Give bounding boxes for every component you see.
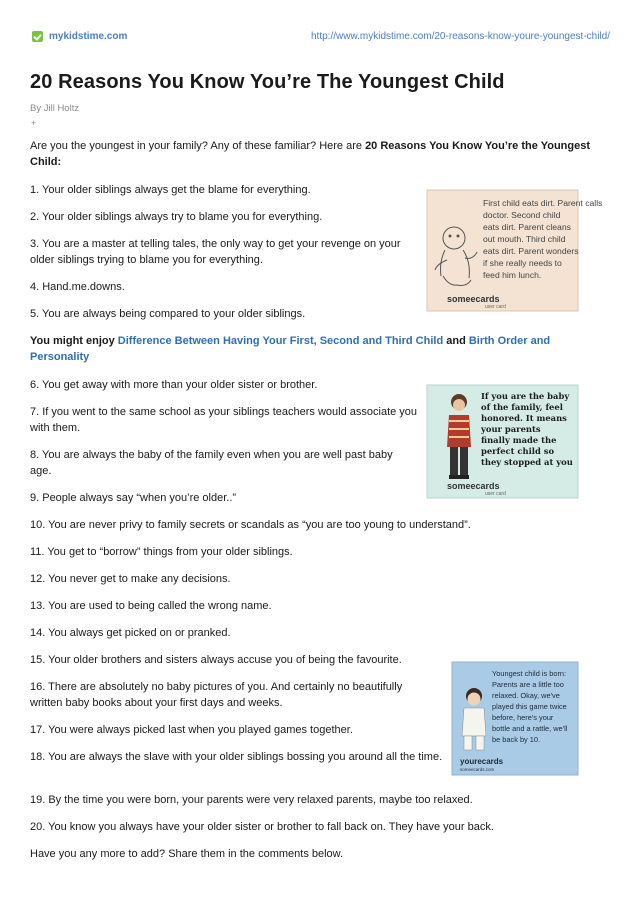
reason-item: 1. Your older siblings always get the blame for everything. — [30, 184, 311, 196]
plus-link[interactable]: + — [31, 118, 37, 128]
reason-item: 16. There are absolutely no baby pictures of you. And certainly no beautifully written baby books about your first days and weeks. — [30, 681, 403, 709]
reason-item: 12. You never get to make any decisions. — [30, 573, 231, 585]
reason-item: 3. You are a master at telling tales, the only way to get your revenge on your older siblings trying to blame you for everything. — [30, 238, 401, 266]
ecard-line: relaxed. Okay, we've — [492, 691, 560, 700]
ecard-youngest-born-image — [452, 662, 578, 775]
site-brand[interactable] — [32, 31, 127, 42]
ecard-line: First child eats dirt. Parent calls — [483, 198, 603, 208]
reason-item: 8. You are always the baby of the family even when you are well past baby age. — [30, 449, 393, 477]
ecard-line: bottle and a rattle, we'll — [492, 724, 568, 733]
closing-paragraph: Have you any more to add? Share them in the comments below. — [30, 848, 344, 860]
reason-item: 18. You are always the slave with your older siblings bossing you around all the time. — [30, 751, 443, 763]
related-mid: and — [443, 335, 469, 347]
reason-item: 14. You always get picked on or pranked. — [30, 627, 231, 639]
ecard-line: your parents — [481, 424, 541, 434]
page-url-link[interactable]: http://www.mykidstime.com/20-reasons-know-youre-youngest-child/ — [311, 31, 610, 42]
ecard-line: Youngest child is born: — [492, 669, 567, 678]
ecard-line: be back by 10. — [492, 735, 541, 744]
reason-item: 6. You get away with more than your older sister or brother. — [30, 379, 318, 391]
ecard-brand-sub: user card — [485, 304, 506, 310]
related-lead: You might enjoy — [30, 335, 118, 347]
ecard-line: finally made the — [481, 435, 557, 445]
intro-text: Are you the youngest in your family? Any of these familiar? Here are — [30, 140, 366, 152]
reason-item: 19. By the time you were born, your parents were very relaxed parents, maybe too relaxed. — [30, 794, 473, 806]
reason-item: 9. People always say “when you’re older..” — [30, 492, 237, 504]
reason-item: 10. You are never privy to family secrets or scandals as “you are too young to understand”. — [30, 519, 471, 531]
reason-item: 11. You get to “borrow” things from your older siblings. — [30, 546, 293, 558]
ecard-line: if she really needs to — [483, 258, 562, 268]
ecard-line: Parents are a little too — [492, 680, 564, 689]
ecard-line: out mouth. Third child — [483, 234, 566, 244]
reason-item: 2. Your older siblings always try to blame you for everything. — [30, 211, 323, 223]
reason-item: 15. Your older brothers and sisters always accuse you of being the favourite. — [30, 654, 402, 666]
page-header — [32, 30, 610, 46]
ecard-line: eats dirt. Parent wonders — [483, 246, 579, 256]
ecard-line: doctor. Second child — [483, 210, 561, 220]
reason-item: 20. You know you always have your older sister or brother to fall back on. They have your back. — [30, 821, 494, 833]
article-byline: By Jill Holtz — [30, 103, 80, 114]
article-title: 20 Reasons You Know You’re The Youngest Child — [30, 71, 505, 93]
reason-item: 5. You are always being compared to your older siblings. — [30, 308, 306, 320]
ecard-line: of the family, feel — [481, 402, 563, 412]
reason-item: 13. You are used to being called the wrong name. — [30, 600, 272, 612]
ecard-brand: someecards — [447, 481, 500, 491]
related-link-birth-order[interactable]: Birth Order and Personality — [30, 335, 551, 363]
related-articles-paragraph — [30, 333, 590, 365]
ecard-line: feed him lunch. — [483, 270, 542, 280]
ecard-line: they stopped at you — [481, 457, 573, 467]
ecard-brand-sub: user card — [485, 491, 506, 497]
site-name[interactable]: mykidstime.com — [49, 31, 128, 42]
reason-item: 17. You were always picked last when you played games together. — [30, 724, 353, 736]
ecard-brand: someecards — [447, 294, 500, 304]
ecard-line: If you are the baby — [481, 391, 570, 401]
checkmark-icon — [32, 31, 43, 42]
reason-item: 4. Hand.me.downs. — [30, 281, 125, 293]
ecard-first-child-image — [427, 190, 603, 311]
intro-paragraph — [30, 138, 590, 170]
ecard-line: honored. It means — [481, 413, 567, 423]
ecard-line: before, here's your — [492, 713, 554, 722]
ecard-line: eats dirt. Parent cleans — [483, 222, 571, 232]
ecard-baby-of-family-image — [427, 385, 578, 498]
reason-item: 7. If you went to the same school as your siblings teachers would associate you with them. — [30, 406, 418, 434]
ecard-line: played this game twice — [492, 702, 567, 711]
related-link-first-second-third[interactable]: Difference Between Having Your First, Second and Third Child — [117, 335, 444, 347]
ecard-brand: yourecards — [460, 757, 504, 766]
ecard-line: perfect child so — [481, 446, 555, 456]
intro-bold-text: 20 Reasons You Know You’re the Youngest Child: — [30, 140, 590, 168]
ecard-brand-sub: someecards.com — [460, 767, 495, 772]
